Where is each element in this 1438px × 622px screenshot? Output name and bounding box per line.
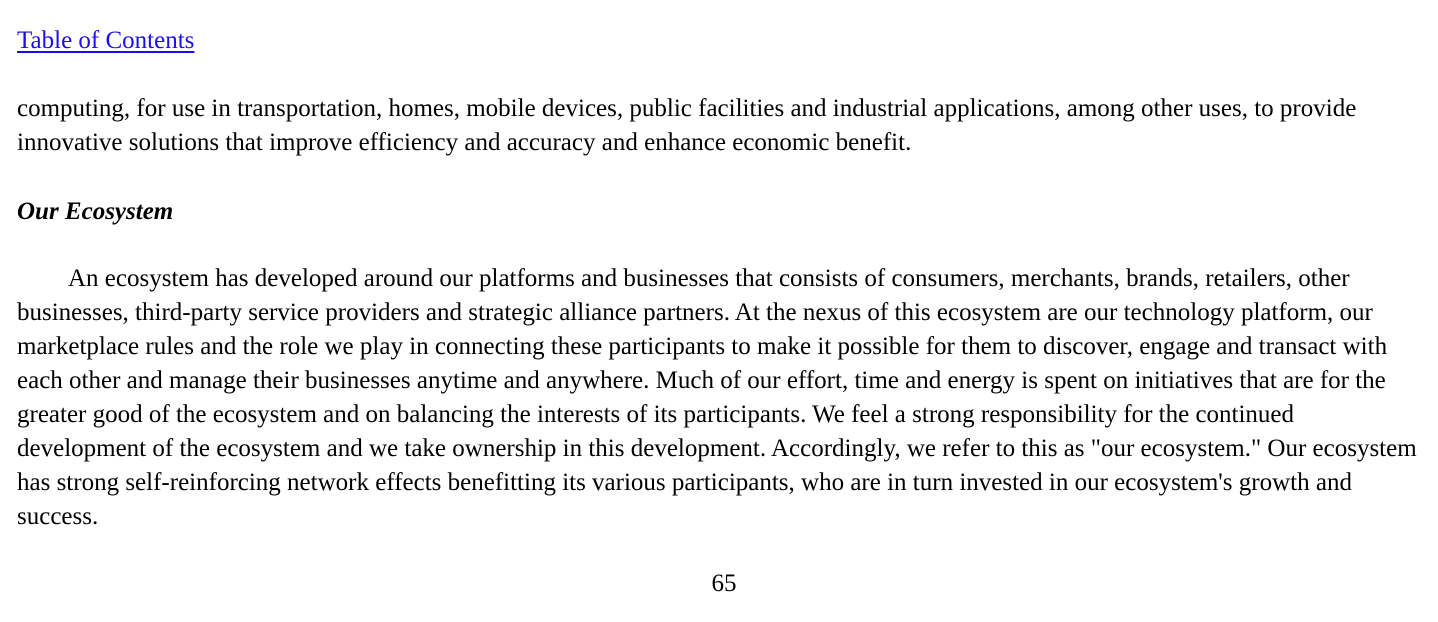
paragraph-continuation: computing, for use in transportation, homes, mobile devices, public facilities and industrial applications, among other uses, to provide innovative solutions that improve efficiency and accuracy and enhance economic benefit. [17,95,1357,156]
section-heading: Our Ecosystem [17,198,174,225]
table-of-contents-link[interactable]: Table of Contents [17,27,195,54]
paragraph-ecosystem: An ecosystem has developed around our platforms and businesses that consists of consumers, merchants, brands, retailers, other businesses, third-party service providers and strategic alliance partners. At the nexus of this ecosystem are our technology platform, our marketplace rules and the role we play in connecting these participants to make it possible for them to discover, engage and transact with each other and manage their businesses anytime and anywhere. Much of our effort, time and energy is spent on initiatives that are for the greater good of the ecosystem and on balancing the interests of its participants. We feel a strong responsibility for the continued development of the ecosystem and we take ownership in this development. Accordingly, we refer to this as "our ecosystem." Our ecosystem has strong self-reinforcing network effects benefitting its various participants, who are in turn invested in our ecosystem's growth and success. [17,265,1417,530]
page-number: 65 [711,570,737,597]
